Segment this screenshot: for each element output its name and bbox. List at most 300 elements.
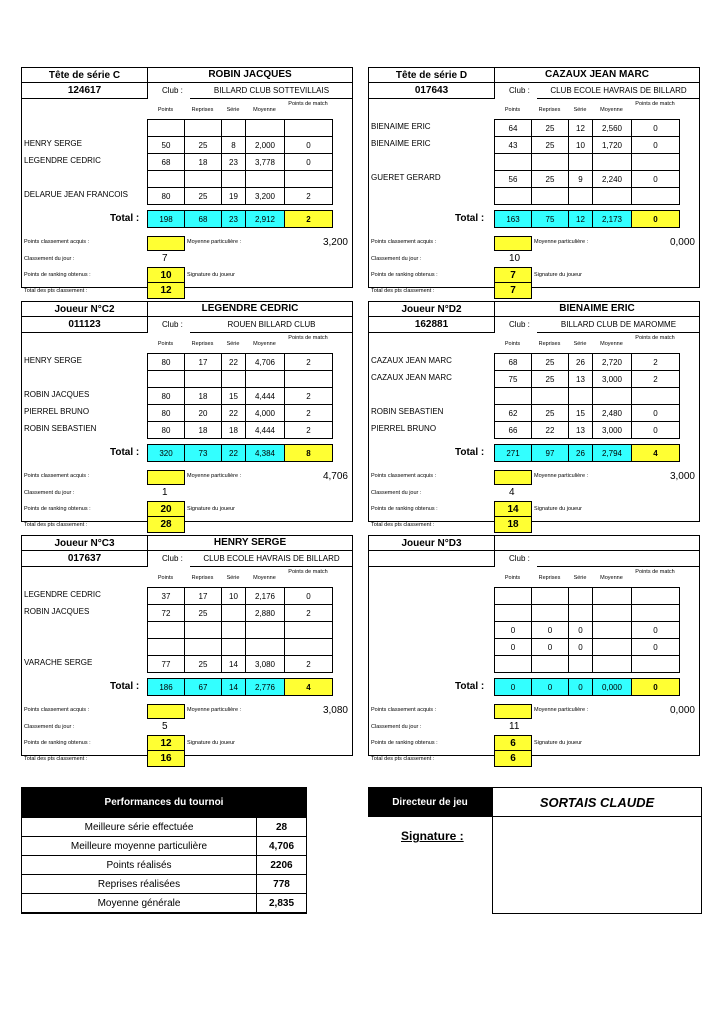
opponent-name: ROBIN SEBASTIEN [371, 407, 444, 416]
pts-class-acquis-label: Points classement acquis : [24, 239, 90, 245]
class-jour-label: Classement du jour : [371, 724, 422, 730]
opponent-name: VARACHE SERGE [24, 658, 93, 667]
opponent-name: HENRY SERGE [24, 356, 82, 365]
total-pts-label: Total des pts classement : [371, 756, 435, 762]
moy-part-label: Moyenne particulière : [534, 707, 589, 713]
score-cell: 23 [221, 153, 246, 171]
class-jour-value: 10 [509, 253, 521, 264]
pts-class-acquis-label: Points classement acquis : [371, 707, 437, 713]
score-cell: 0 [631, 404, 680, 422]
opponent-name: CAZAUX JEAN MARC [371, 356, 452, 365]
total-pts-label: Total des pts classement : [371, 288, 435, 294]
score-cell: 10 [568, 136, 593, 154]
opponent-name: BIENAIME ERIC [371, 122, 431, 131]
ranking-value: 6 [494, 735, 532, 751]
score-cell [494, 387, 532, 405]
score-cell: 1,720 [592, 136, 632, 154]
score-cell: 13 [568, 421, 593, 439]
ranking-value: 10 [147, 267, 185, 283]
total-cell: 67 [184, 678, 222, 696]
score-cell: 2 [631, 353, 680, 371]
opponent-name: LEGENDRE CEDRIC [24, 590, 101, 599]
total-cell: 0 [631, 678, 680, 696]
score-cell [147, 638, 185, 656]
player-title: Joueur N°D3 [368, 535, 495, 551]
score-cell: 25 [531, 370, 569, 388]
column-header: Points de match [288, 335, 328, 341]
total-cell: 320 [147, 444, 185, 462]
score-cell: 2 [284, 187, 333, 205]
score-cell: 77 [147, 655, 185, 673]
score-cell [631, 587, 680, 605]
score-cell [221, 119, 246, 137]
class-jour-value: 5 [162, 721, 168, 732]
total-cell: 163 [494, 210, 532, 228]
column-header: Points de match [288, 569, 328, 575]
total-cell: 8 [284, 444, 333, 462]
club-name: ROUEN BILLARD CLUB [190, 316, 353, 333]
score-cell [284, 621, 333, 639]
column-header: Série [573, 575, 587, 581]
score-cell: 37 [147, 587, 185, 605]
performance-value: 2,835 [256, 893, 307, 913]
score-cell [147, 170, 185, 188]
score-cell: 0 [494, 638, 532, 656]
player-id [368, 550, 495, 567]
column-header: Points de match [288, 101, 328, 107]
club-label: Club : [162, 86, 183, 95]
pts-class-acquis-label: Points classement acquis : [371, 473, 437, 479]
score-cell: 0 [531, 621, 569, 639]
score-cell [592, 638, 632, 656]
pts-class-acquis-box [147, 704, 185, 719]
total-label: Total : [455, 447, 485, 458]
score-cell: 25 [531, 170, 569, 188]
player-name: BIENAIME ERIC [494, 301, 700, 317]
score-cell: 0 [631, 621, 680, 639]
column-header: Points [157, 575, 174, 581]
column-header: Moyenne [600, 107, 623, 113]
player-title: Tête de série D [368, 67, 495, 83]
director-label: Directeur de jeu [368, 787, 492, 817]
player-name: CAZAUX JEAN MARC [494, 67, 700, 83]
player-name: HENRY SERGE [147, 535, 353, 551]
score-cell: 80 [147, 187, 185, 205]
score-cell [245, 638, 285, 656]
score-cell: 0 [631, 421, 680, 439]
score-cell: 25 [184, 604, 222, 622]
performances-title: Performances du tournoi [21, 787, 307, 817]
score-cell: 4,444 [245, 387, 285, 405]
score-cell: 2,240 [592, 170, 632, 188]
score-cell: 0 [631, 170, 680, 188]
total-label: Total : [110, 213, 140, 224]
score-cell: 25 [184, 187, 222, 205]
pts-class-acquis-label: Points classement acquis : [24, 707, 90, 713]
score-cell [245, 370, 285, 388]
signature-joueur-label: Signature du joueur [534, 740, 583, 746]
column-header: Moyenne [253, 341, 276, 347]
performances-panel [21, 787, 307, 914]
player-id: 011123 [21, 316, 148, 333]
player-name [494, 535, 700, 551]
score-cell: 2 [284, 421, 333, 439]
score-cell: 2,720 [592, 353, 632, 371]
score-cell: 2 [631, 370, 680, 388]
score-cell: 22 [221, 404, 246, 422]
score-cell [221, 621, 246, 639]
total-cell: 0 [568, 678, 593, 696]
score-cell: 3,000 [592, 370, 632, 388]
signature-joueur-label: Signature du joueur [534, 272, 583, 278]
column-header: Points [504, 341, 521, 347]
player-name: LEGENDRE CEDRIC [147, 301, 353, 317]
score-cell: 18 [184, 387, 222, 405]
moy-part-value: 3,200 [322, 237, 348, 248]
column-header: Série [226, 341, 240, 347]
score-cell: 2 [284, 404, 333, 422]
score-cell: 15 [221, 387, 246, 405]
score-cell: 80 [147, 387, 185, 405]
score-cell: 25 [531, 119, 569, 137]
score-cell: 22 [531, 421, 569, 439]
moy-part-value: 0,000 [669, 705, 695, 716]
score-cell: 0 [631, 136, 680, 154]
total-cell: 271 [494, 444, 532, 462]
total-cell: 186 [147, 678, 185, 696]
column-header: Reprises [191, 341, 214, 347]
score-cell: 25 [184, 136, 222, 154]
opponent-name: ROBIN SEBASTIEN [24, 424, 97, 433]
score-cell [147, 621, 185, 639]
club-name: CLUB ECOLE HAVRAIS DE BILLARD [190, 550, 353, 567]
score-cell: 72 [147, 604, 185, 622]
total-cell: 0 [494, 678, 532, 696]
opponent-name: PIERREL BRUNO [371, 424, 437, 433]
column-header: Points de match [635, 569, 675, 575]
total-label: Total : [110, 447, 140, 458]
class-jour-value: 1 [162, 487, 168, 498]
score-cell: 2,560 [592, 119, 632, 137]
opponent-name: DELARUE JEAN FRANCOIS [24, 190, 129, 199]
performance-value: 4,706 [256, 836, 307, 856]
total-label: Total : [455, 681, 485, 692]
score-cell [568, 187, 593, 205]
score-cell [592, 621, 632, 639]
club-label: Club : [162, 554, 183, 563]
signature-joueur-label: Signature du joueur [534, 506, 583, 512]
total-cell: 4,384 [245, 444, 285, 462]
player-block [21, 67, 353, 296]
score-cell: 80 [147, 421, 185, 439]
total-pts-value: 16 [147, 750, 185, 767]
score-cell [568, 153, 593, 171]
ranking-label: Points de ranking obtenus : [371, 506, 438, 512]
performance-label: Points réalisés [21, 855, 257, 875]
total-cell: 0 [531, 678, 569, 696]
column-header: Points [157, 107, 174, 113]
ranking-label: Points de ranking obtenus : [24, 272, 91, 278]
moy-part-value: 3,080 [322, 705, 348, 716]
total-label: Total : [455, 213, 485, 224]
score-cell [568, 655, 593, 673]
score-cell: 3,080 [245, 655, 285, 673]
player-title: Joueur N°D2 [368, 301, 495, 317]
class-jour-label: Classement du jour : [24, 256, 75, 262]
player-block [21, 301, 353, 530]
pts-class-acquis-box [494, 470, 532, 485]
score-cell [592, 387, 632, 405]
club-name [537, 550, 700, 567]
column-header: Série [573, 107, 587, 113]
score-cell [531, 153, 569, 171]
score-cell: 25 [531, 136, 569, 154]
total-cell: 73 [184, 444, 222, 462]
total-cell: 68 [184, 210, 222, 228]
total-cell: 4 [284, 678, 333, 696]
score-cell: 14 [221, 655, 246, 673]
column-header: Reprises [538, 341, 561, 347]
score-cell: 68 [147, 153, 185, 171]
score-cell: 13 [568, 370, 593, 388]
score-cell [284, 119, 333, 137]
player-title: Joueur N°C2 [21, 301, 148, 317]
score-cell: 0 [631, 638, 680, 656]
opponent-name: HENRY SERGE [24, 139, 82, 148]
total-cell: 97 [531, 444, 569, 462]
score-cell [568, 587, 593, 605]
score-cell: 20 [184, 404, 222, 422]
moy-part-value: 3,000 [669, 471, 695, 482]
class-jour-value: 4 [509, 487, 515, 498]
class-jour-value: 11 [509, 721, 520, 732]
signature-label: Signature : [401, 829, 464, 843]
score-cell: 18 [184, 153, 222, 171]
score-cell: 4,706 [245, 353, 285, 371]
ranking-label: Points de ranking obtenus : [24, 506, 91, 512]
total-cell: 23 [221, 210, 246, 228]
score-cell: 80 [147, 353, 185, 371]
score-cell: 68 [494, 353, 532, 371]
score-cell: 43 [494, 136, 532, 154]
club-label: Club : [509, 320, 530, 329]
score-cell [221, 170, 246, 188]
player-block [368, 535, 700, 764]
score-cell [494, 187, 532, 205]
score-cell: 8 [221, 136, 246, 154]
performance-value: 28 [256, 817, 307, 837]
pts-class-acquis-box [147, 470, 185, 485]
score-cell: 80 [147, 404, 185, 422]
total-cell: 14 [221, 678, 246, 696]
score-cell: 2 [284, 387, 333, 405]
moy-part-label: Moyenne particulière : [187, 707, 242, 713]
club-name: BILLARD CLUB SOTTEVILLAIS [190, 82, 353, 99]
score-cell [184, 638, 222, 656]
signature-joueur-label: Signature du joueur [187, 740, 236, 746]
score-cell [494, 153, 532, 171]
class-jour-value: 7 [162, 253, 168, 264]
score-cell: 10 [221, 587, 246, 605]
class-jour-label: Classement du jour : [371, 490, 422, 496]
column-header: Points [504, 107, 521, 113]
score-cell [531, 187, 569, 205]
score-cell [221, 638, 246, 656]
score-cell [284, 370, 333, 388]
score-cell [631, 153, 680, 171]
moy-part-value: 0,000 [669, 237, 695, 248]
score-cell: 25 [531, 353, 569, 371]
total-cell: 2,776 [245, 678, 285, 696]
score-cell [245, 170, 285, 188]
ranking-value: 12 [147, 735, 185, 751]
total-cell: 26 [568, 444, 593, 462]
opponent-name: PIERREL BRUNO [24, 407, 90, 416]
score-cell: 0 [284, 153, 333, 171]
opponent-name: CAZAUX JEAN MARC [371, 373, 452, 382]
score-cell: 22 [221, 353, 246, 371]
performance-label: Reprises réalisées [21, 874, 257, 894]
pts-class-acquis-label: Points classement acquis : [24, 473, 90, 479]
ranking-label: Points de ranking obtenus : [371, 740, 438, 746]
column-header: Reprises [538, 575, 561, 581]
score-cell [184, 621, 222, 639]
column-header: Série [573, 341, 587, 347]
total-pts-label: Total des pts classement : [24, 756, 88, 762]
column-header: Points [504, 575, 521, 581]
score-cell [245, 621, 285, 639]
performance-value: 2206 [256, 855, 307, 875]
player-block [368, 67, 700, 296]
score-cell: 17 [184, 587, 222, 605]
signature-joueur-label: Signature du joueur [187, 272, 236, 278]
player-block [368, 301, 700, 530]
opponent-name: ROBIN JACQUES [24, 607, 90, 616]
total-cell: 22 [221, 444, 246, 462]
column-header: Reprises [191, 107, 214, 113]
score-cell: 18 [221, 421, 246, 439]
score-cell: 25 [184, 655, 222, 673]
score-cell: 3,778 [245, 153, 285, 171]
score-cell [531, 587, 569, 605]
column-header: Moyenne [253, 575, 276, 581]
score-cell: 12 [568, 119, 593, 137]
total-pts-label: Total des pts classement : [24, 522, 88, 528]
score-cell [221, 604, 246, 622]
moy-part-label: Moyenne particulière : [534, 473, 589, 479]
ranking-label: Points de ranking obtenus : [24, 740, 91, 746]
score-cell [568, 387, 593, 405]
score-cell [531, 604, 569, 622]
total-cell: 0,000 [592, 678, 632, 696]
score-cell [494, 655, 532, 673]
score-cell: 0 [631, 119, 680, 137]
total-cell: 2 [284, 210, 333, 228]
total-cell: 2,912 [245, 210, 285, 228]
score-cell: 2 [284, 604, 333, 622]
total-cell: 4 [631, 444, 680, 462]
player-block [21, 535, 353, 764]
total-pts-label: Total des pts classement : [24, 288, 88, 294]
score-cell [284, 638, 333, 656]
score-cell [184, 119, 222, 137]
director-panel [368, 787, 702, 914]
score-cell: 9 [568, 170, 593, 188]
total-label: Total : [110, 681, 140, 692]
club-name: BILLARD CLUB DE MAROMME [537, 316, 700, 333]
score-cell: 0 [284, 587, 333, 605]
performance-label: Moyenne générale [21, 893, 257, 913]
score-cell: 17 [184, 353, 222, 371]
score-cell: 64 [494, 119, 532, 137]
score-cell: 19 [221, 187, 246, 205]
score-cell: 2,176 [245, 587, 285, 605]
score-cell [631, 604, 680, 622]
column-header: Points [157, 341, 174, 347]
opponent-name: ROBIN JACQUES [24, 390, 90, 399]
score-cell [531, 655, 569, 673]
score-cell: 0 [284, 136, 333, 154]
score-cell: 62 [494, 404, 532, 422]
column-header: Points de match [635, 101, 675, 107]
player-id: 162881 [368, 316, 495, 333]
pts-class-acquis-box [147, 236, 185, 251]
pts-class-acquis-label: Points classement acquis : [371, 239, 437, 245]
score-cell [568, 604, 593, 622]
moy-part-label: Moyenne particulière : [187, 239, 242, 245]
total-cell: 2,794 [592, 444, 632, 462]
score-cell [592, 587, 632, 605]
column-header: Série [226, 107, 240, 113]
player-id: 017637 [21, 550, 148, 567]
score-cell [184, 170, 222, 188]
total-cell: 75 [531, 210, 569, 228]
score-cell [592, 153, 632, 171]
score-cell [592, 655, 632, 673]
column-header: Reprises [191, 575, 214, 581]
total-cell: 12 [568, 210, 593, 228]
column-header: Moyenne [600, 341, 623, 347]
ranking-label: Points de ranking obtenus : [371, 272, 438, 278]
club-name: CLUB ECOLE HAVRAIS DE BILLARD [537, 82, 700, 99]
moy-part-value: 4,706 [322, 471, 348, 482]
opponent-name: LEGENDRE CEDRIC [24, 156, 101, 165]
score-cell: 18 [184, 421, 222, 439]
score-cell: 75 [494, 370, 532, 388]
total-pts-value: 7 [494, 282, 532, 299]
total-pts-value: 28 [147, 516, 185, 533]
score-cell: 3,200 [245, 187, 285, 205]
score-cell: 25 [531, 404, 569, 422]
score-cell [494, 587, 532, 605]
ranking-value: 14 [494, 501, 532, 517]
score-cell [221, 370, 246, 388]
score-cell [631, 655, 680, 673]
score-cell: 2 [284, 655, 333, 673]
class-jour-label: Classement du jour : [24, 490, 75, 496]
column-header: Série [226, 575, 240, 581]
club-label: Club : [162, 320, 183, 329]
score-cell: 15 [568, 404, 593, 422]
score-cell: 26 [568, 353, 593, 371]
director-signature-box [492, 816, 702, 914]
opponent-name: GUERET GERARD [371, 173, 441, 182]
performance-value: 778 [256, 874, 307, 894]
score-cell: 50 [147, 136, 185, 154]
signature-joueur-label: Signature du joueur [187, 506, 236, 512]
score-cell [592, 187, 632, 205]
moy-part-label: Moyenne particulière : [534, 239, 589, 245]
